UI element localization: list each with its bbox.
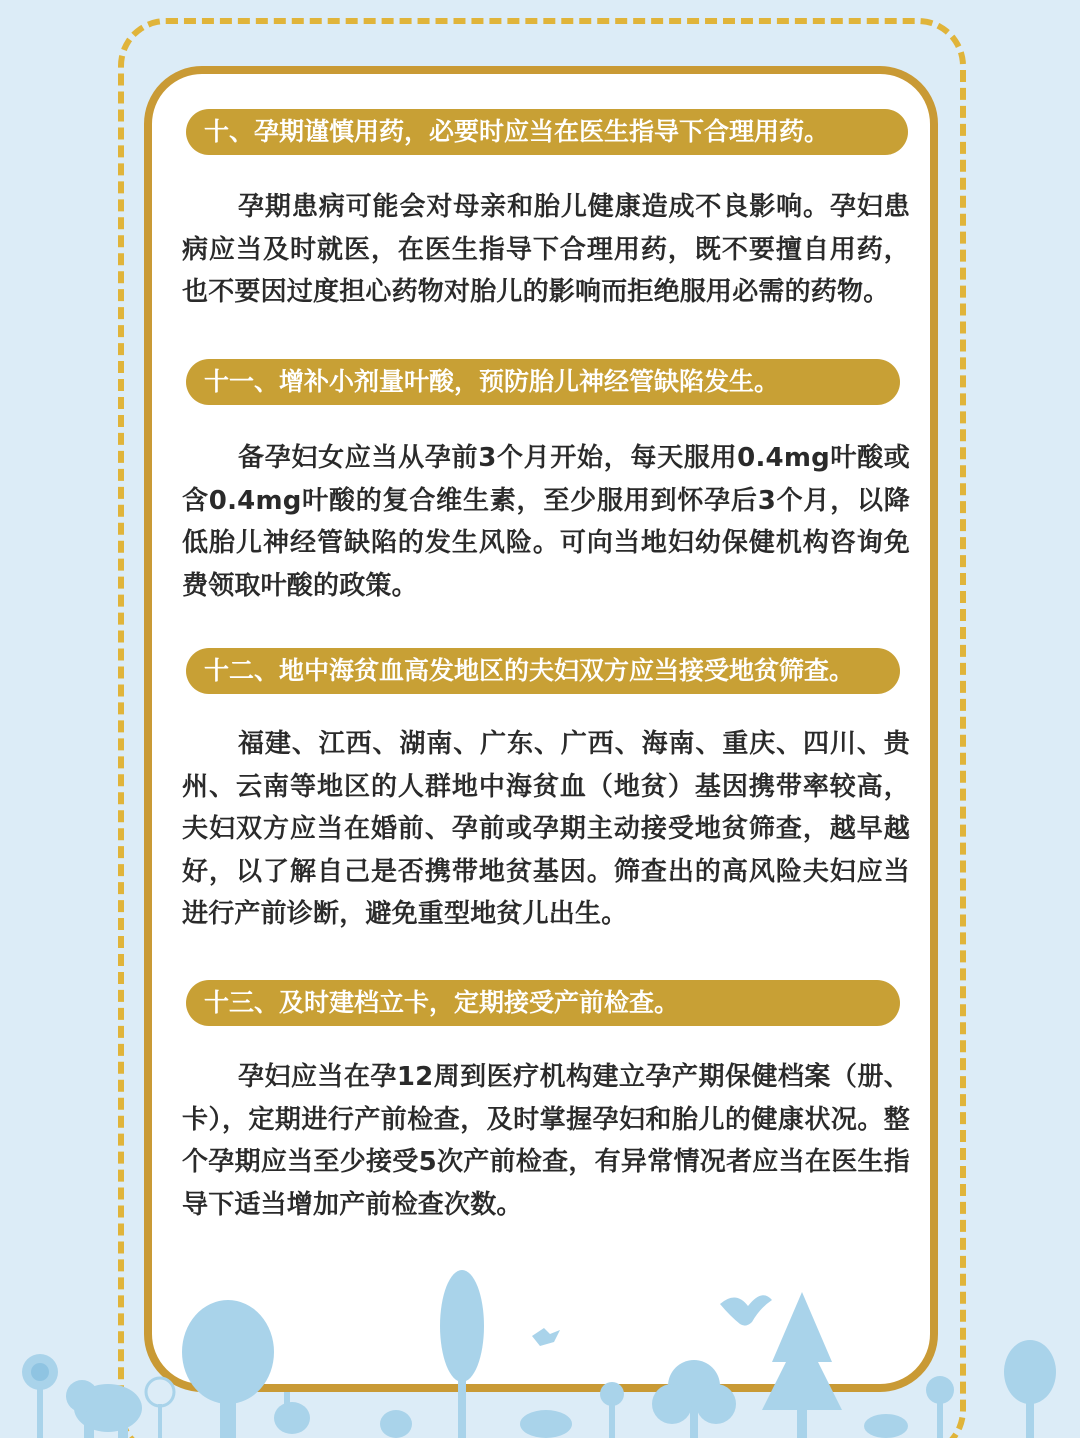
- bird-icon: [532, 1328, 560, 1346]
- section-10-body: 孕期患病可能会对母亲和胎儿健康造成不良影响。孕妇患病应当及时就医，在医生指导下合理用药，既不要擅自用药，也不要因过度担心药物对胎儿的影响而拒绝服用必需的药物。: [182, 192, 910, 307]
- small-flower-icon: [600, 1382, 624, 1438]
- flying-bird-icon: [720, 1295, 772, 1325]
- bush-tree-icon: [652, 1360, 736, 1438]
- dandelion-icon: [146, 1378, 174, 1438]
- flower-icon: [22, 1354, 58, 1438]
- section-13-body: 孕妇应当在孕12周到医疗机构建立孕产期保健档案（册、卡），定期进行产前检查，及时掌握孕妇和胎儿的健康状况。整个孕期应当至少接受5次产前检查，有异常情况者应当在医生指导下适当增加产前检查次数。: [182, 1062, 910, 1220]
- animal-icon: [520, 1410, 572, 1438]
- section-10-heading: 十、孕期谨慎用药，必要时应当在医生指导下合理用药。: [186, 109, 908, 155]
- rabbit-icon: [274, 1392, 310, 1434]
- section-13-heading: 十三、及时建档立卡，定期接受产前检查。: [186, 980, 900, 1026]
- right-flower-icon: [926, 1376, 954, 1438]
- section-12-heading: 十二、地中海贫血高发地区的夫妇双方应当接受地贫筛查。: [186, 648, 900, 694]
- pine-tree-icon: [762, 1292, 842, 1438]
- section-11-heading: 十一、增补小剂量叶酸，预防胎儿神经管缺陷发生。: [186, 359, 900, 405]
- round-tree-icon: [182, 1300, 274, 1438]
- section-12-body: 福建、江西、湖南、广东、广西、海南、重庆、四川、贵州、云南等地区的人群地中海贫血（地贫）基因携带率较高，夫妇双方应当在婚前、孕前或孕期主动接受地贫筛查，越早越好，以了解自己是否携带地贫基因。筛查出的高风险夫妇应当进行产前诊断，避免重型地贫儿出生。: [182, 729, 910, 929]
- tall-tree-icon: [440, 1270, 484, 1438]
- section-11-body: 备孕妇女应当从孕前3个月开始，每天服用0.4mg叶酸或含0.4mg叶酸的复合维生素，至少服用到怀孕后3个月，以降低胎儿神经管缺陷的发生风险。可向当地妇幼保健机构咨询免费领取叶酸的政策。: [182, 443, 910, 601]
- right-round-tree-icon: [1004, 1340, 1056, 1438]
- animal-icon: [864, 1414, 908, 1438]
- elephant-icon: [66, 1380, 142, 1438]
- animal-icon: [380, 1410, 412, 1438]
